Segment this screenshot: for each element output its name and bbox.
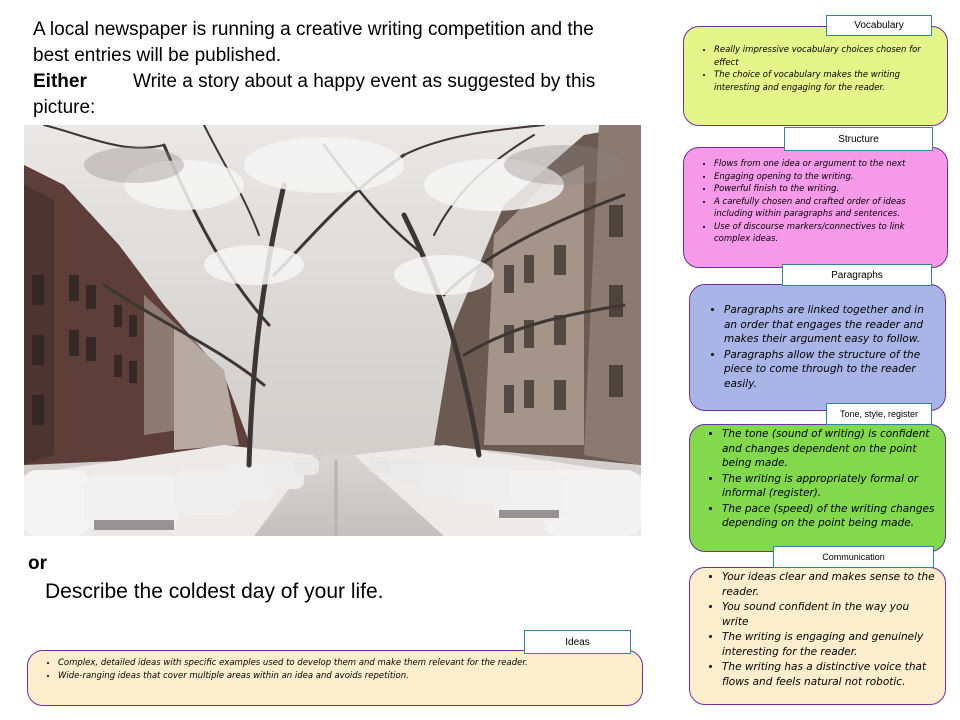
task-instructions — [33, 17, 633, 121]
intro-text: A local newspaper is running a creative writing competition and the best entries will be published. — [33, 19, 594, 66]
list-item: • Wide-ranging ideas that cover multiple areas within an idea and avoids repetition. — [58, 670, 632, 683]
structure-box — [683, 147, 948, 268]
ideas-label: Ideas — [524, 630, 631, 654]
ideas-box — [27, 650, 643, 706]
tone-style-register-label: Tone, style, register — [826, 403, 932, 425]
list-item: • The writing has a distinctive voice that flows and feels natural not robotic. — [722, 660, 935, 689]
either-label: Either — [33, 71, 87, 92]
paragraphs-box — [689, 284, 946, 411]
either-prompt: Write a story about a happy event as suggested by this picture: — [33, 71, 596, 118]
list-item: • Paragraphs are linked together and in an order that engages the reader and makes their argument easy to follow. — [724, 303, 935, 347]
list-item: • The tone (sound of writing) is confident and changes dependent on the point being made. — [722, 427, 935, 471]
tone-list — [704, 427, 935, 531]
list-item: • Use of discourse markers/connectives to link complex ideas. — [714, 221, 937, 246]
list-item: • The choice of vocabulary makes the writing interesting and engaging for the reader. — [714, 69, 937, 94]
vocabulary-label: Vocabulary — [826, 15, 932, 36]
list-item: • The writing is appropriately formal or informal (register). — [722, 472, 935, 501]
list-item: • Engaging opening to the writing. — [714, 171, 937, 184]
either-line — [33, 69, 633, 121]
structure-list — [696, 158, 937, 246]
paragraphs-label: Paragraphs — [782, 264, 932, 286]
list-item: • Your ideas clear and makes sense to the reader. — [722, 570, 935, 599]
or-label: or — [28, 553, 47, 574]
list-item: • The writing is engaging and genuinely interesting for the reader. — [722, 630, 935, 659]
list-item: • Flows from one idea or argument to the next — [714, 158, 937, 171]
ideas-list — [40, 657, 632, 682]
paragraphs-list — [706, 303, 935, 391]
communication-label: Communication — [773, 546, 934, 568]
list-item: • A carefully chosen and crafted order of ideas including within paragraphs and sentences. — [714, 196, 937, 221]
communication-list — [704, 570, 935, 689]
list-item: • Paragraphs allow the structure of the piece to come through to the reader easily. — [724, 348, 935, 392]
list-item: • Powerful finish to the writing. — [714, 183, 937, 196]
vocabulary-list — [696, 44, 937, 94]
vocabulary-box — [683, 26, 948, 126]
list-item: • Really impressive vocabulary choices chosen for effect — [714, 44, 937, 69]
alternative-prompt: Describe the coldest day of your life. — [45, 580, 384, 603]
list-item: • Complex, detailed ideas with specific examples used to develop them and make them relevant for the reader. — [58, 657, 632, 670]
list-item: • The pace (speed) of the writing changes depending on the point being made. — [722, 502, 935, 531]
list-item: • You sound confident in the way you write — [722, 600, 935, 629]
structure-label: Structure — [784, 127, 933, 151]
communication-box — [689, 567, 946, 705]
tone-style-register-box — [689, 424, 946, 552]
snowy-street-photo — [24, 125, 641, 536]
